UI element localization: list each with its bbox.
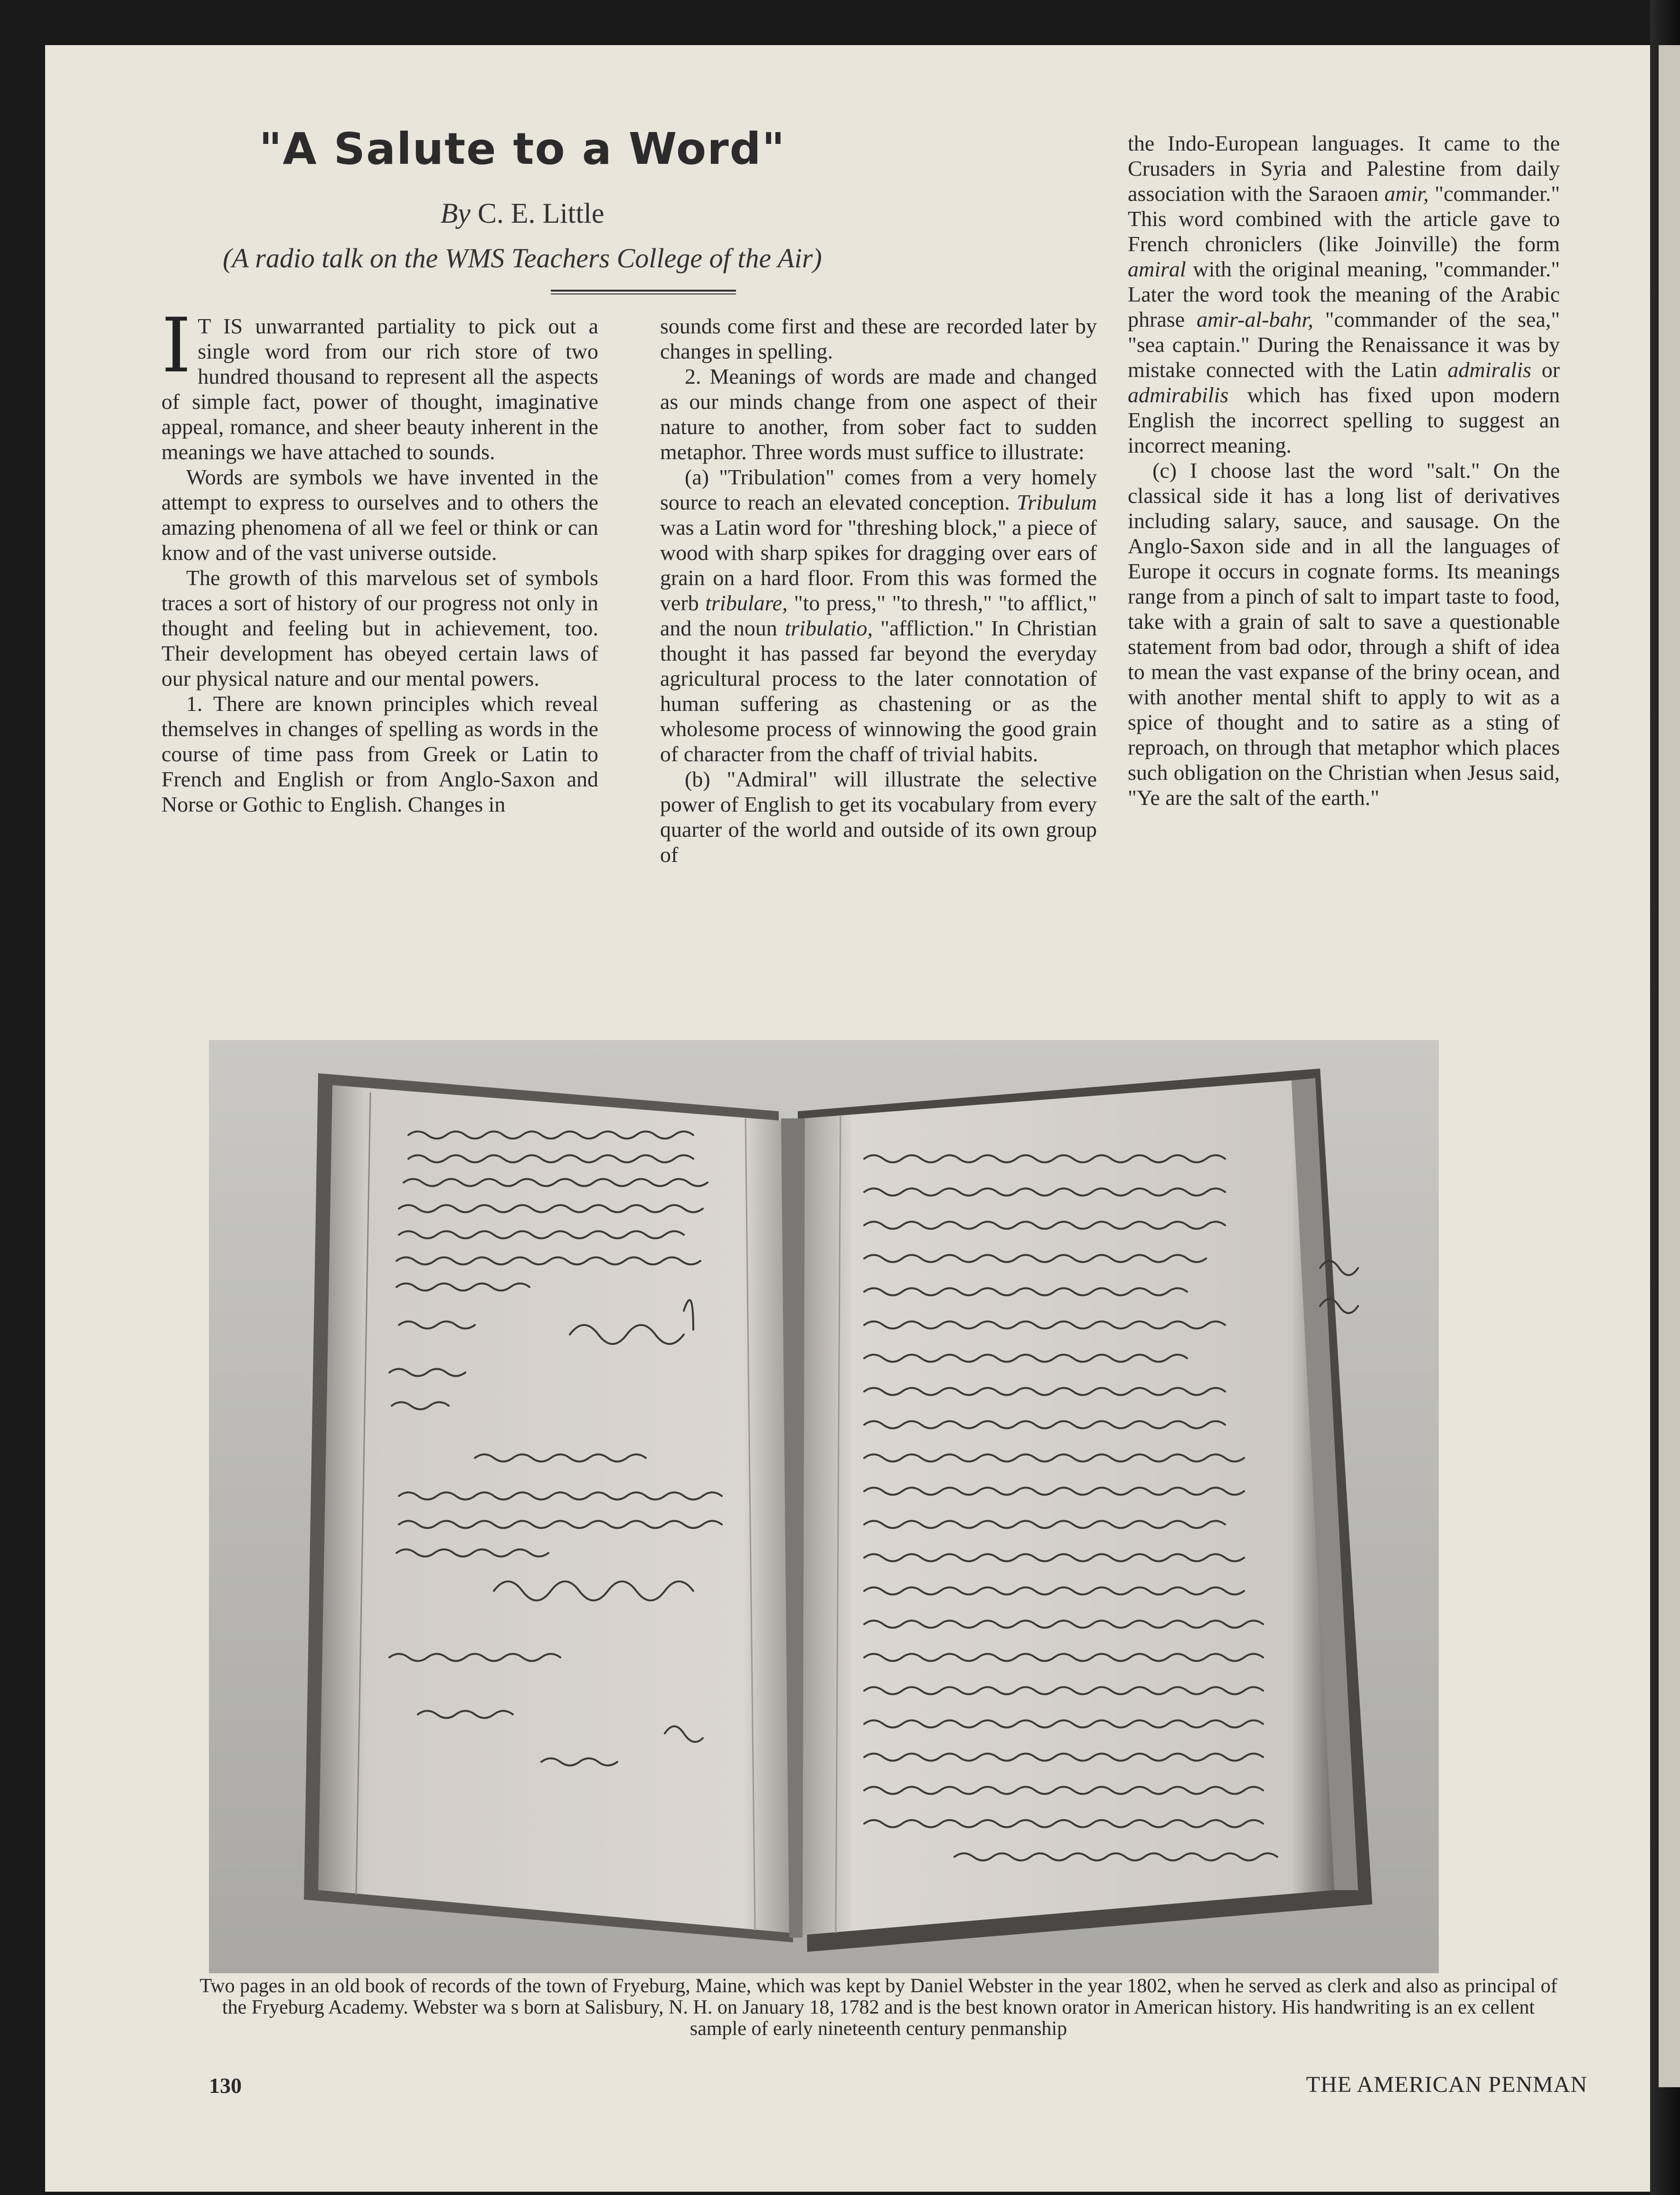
paragraph-text: T IS unwarranted partiality to pick out a single word from our rich store of two hundred thousand to represent all the aspects of simple fact, power of thought, imaginative appeal, romance, and sheer beauty inherent in the meanings we have attached to sounds. xyxy=(161,314,598,464)
adjacent-page-edge xyxy=(1650,0,1680,2195)
article-subtitle: (A radio talk on the WMS Teachers College of the Air) xyxy=(223,243,822,274)
paragraph: (b) "Admiral" will illustrate the selective power of English to get its vocabulary from every quarter of the world and outside of its own group of xyxy=(660,767,1097,867)
page-number: 130 xyxy=(209,2073,242,2098)
paragraph: The growth of this marvelous set of symbols traces a sort of history of our progress not only in thought and feeling but in achievement, too. Their development has obeyed certain laws of our physical nature and our mental powers. xyxy=(161,566,598,691)
paragraph xyxy=(660,464,1097,766)
photo-caption: Two pages in an old book of records of the town of Fryeburg, Maine, which was kept by Daniel Webster in the year 1802, when he served as clerk and also as principal of the Fryeburg Academy. Webster wa s born at Salisbury, N. H. on January 18, 1782 and is the best known orator in American history. His handwriting is an ex cellent sample of early nineteenth century penmanship xyxy=(199,1975,1557,2040)
text-run: "to press," "to thresh," "to afflict," and the noun xyxy=(660,591,1097,640)
italic-term: amir-al-bahr, xyxy=(1197,307,1313,331)
paragraph: 2. Meanings of words are made and changed as our minds change from one aspect of their nature to another, from sober fact to sudden metaphor. Three words must suffice to illustrate: xyxy=(660,364,1097,464)
text-run: (a) "Tribulation" comes from a very homely source to reach an elevated conception. xyxy=(660,465,1097,514)
paragraph: (c) I choose last the word "salt." On the classical side it has a long list of derivatives including salary, sauce, and sausage. On the Anglo-Saxon side and in all the languages of Europe it occurs in cognate forms. Its meanings range from a pinch of salt to impart taste to food, take with a grain of salt to save a questionable statement from bad odor, through a shift of idea to mean the vast expanse of the briny ocean, and with another mental shift to apply to wit as a spice of thought and to satire as a sting of reproach, on through that metaphor which places such obligation on the Christian when Jesus said, "Ye are the salt of the earth." xyxy=(1128,458,1560,810)
text-run: "commander." This word combined with the article gave to French chroniclers (like Joinville) the form xyxy=(1128,181,1560,256)
italic-term: admiralis xyxy=(1447,358,1531,382)
title-rule xyxy=(551,290,736,294)
text-column-2 xyxy=(660,313,1097,867)
paragraph: sounds come first and these are recorded later by changes in spelling. xyxy=(660,314,1097,363)
text-run: was a Latin word for "threshing block," a piece of wood with sharp spikes for dragging over ears of grain on a hard floor. From this was formed the verb xyxy=(660,515,1097,615)
text-column-3 xyxy=(1128,131,1560,810)
text-run: or xyxy=(1531,358,1560,382)
paragraph xyxy=(161,302,598,464)
italic-term: amiral xyxy=(1128,257,1186,281)
byline-author: C. E. Little xyxy=(477,198,604,229)
italic-term: amir, xyxy=(1384,181,1429,206)
open-book-illustration xyxy=(209,1040,1439,1973)
page-flap xyxy=(1659,45,1680,2087)
italic-term: admirabilis xyxy=(1128,383,1229,407)
running-title: THE AMERICAN PENMAN xyxy=(1306,2072,1587,2097)
article-byline xyxy=(237,197,807,230)
text-run: the Indo-European languages. It came to the Crusaders in Syria and Palestine from daily association with the Saraoen xyxy=(1128,131,1560,206)
article-title: "A Salute to a Word" xyxy=(259,123,786,174)
record-book-photo xyxy=(209,1040,1439,1973)
text-run: "commander of the sea," "sea captain." During the Renaissance it was by mistake connected with the Latin xyxy=(1128,307,1560,382)
italic-term: tribulatio, xyxy=(784,616,873,640)
byline-prefix: By xyxy=(440,198,471,229)
text-column-1 xyxy=(161,302,598,817)
text-run: which has fixed upon modern English the incorrect spelling to suggest an incorrect meaning. xyxy=(1128,383,1560,457)
text-run: "affliction." In Christian thought it has passed far beyond the everyday agricultural process to the later connotation of human suffering as chastening or as the wholesome process of winnowing the good grain of character from the chaff of trivial habits. xyxy=(660,616,1097,766)
paragraph xyxy=(1128,131,1560,458)
paragraph: Words are symbols we have invented in the attempt to express to ourselves and to others the amazing phenomena of all we feel or think or can know and of the vast universe outside. xyxy=(161,465,598,565)
italic-term: Tribulum xyxy=(1017,490,1097,514)
italic-term: tribulare, xyxy=(705,591,788,615)
drop-cap: I xyxy=(161,302,191,389)
paragraph: 1. There are known principles which reveal themselves in changes of spelling as words in the course of time pass from Greek or Latin to French and English or from Anglo-Saxon and Norse or Gothic to English. Changes in xyxy=(161,691,598,816)
text-run: with the original meaning, "commander." Later the word took the meaning of the Arabic phrase xyxy=(1128,257,1560,331)
